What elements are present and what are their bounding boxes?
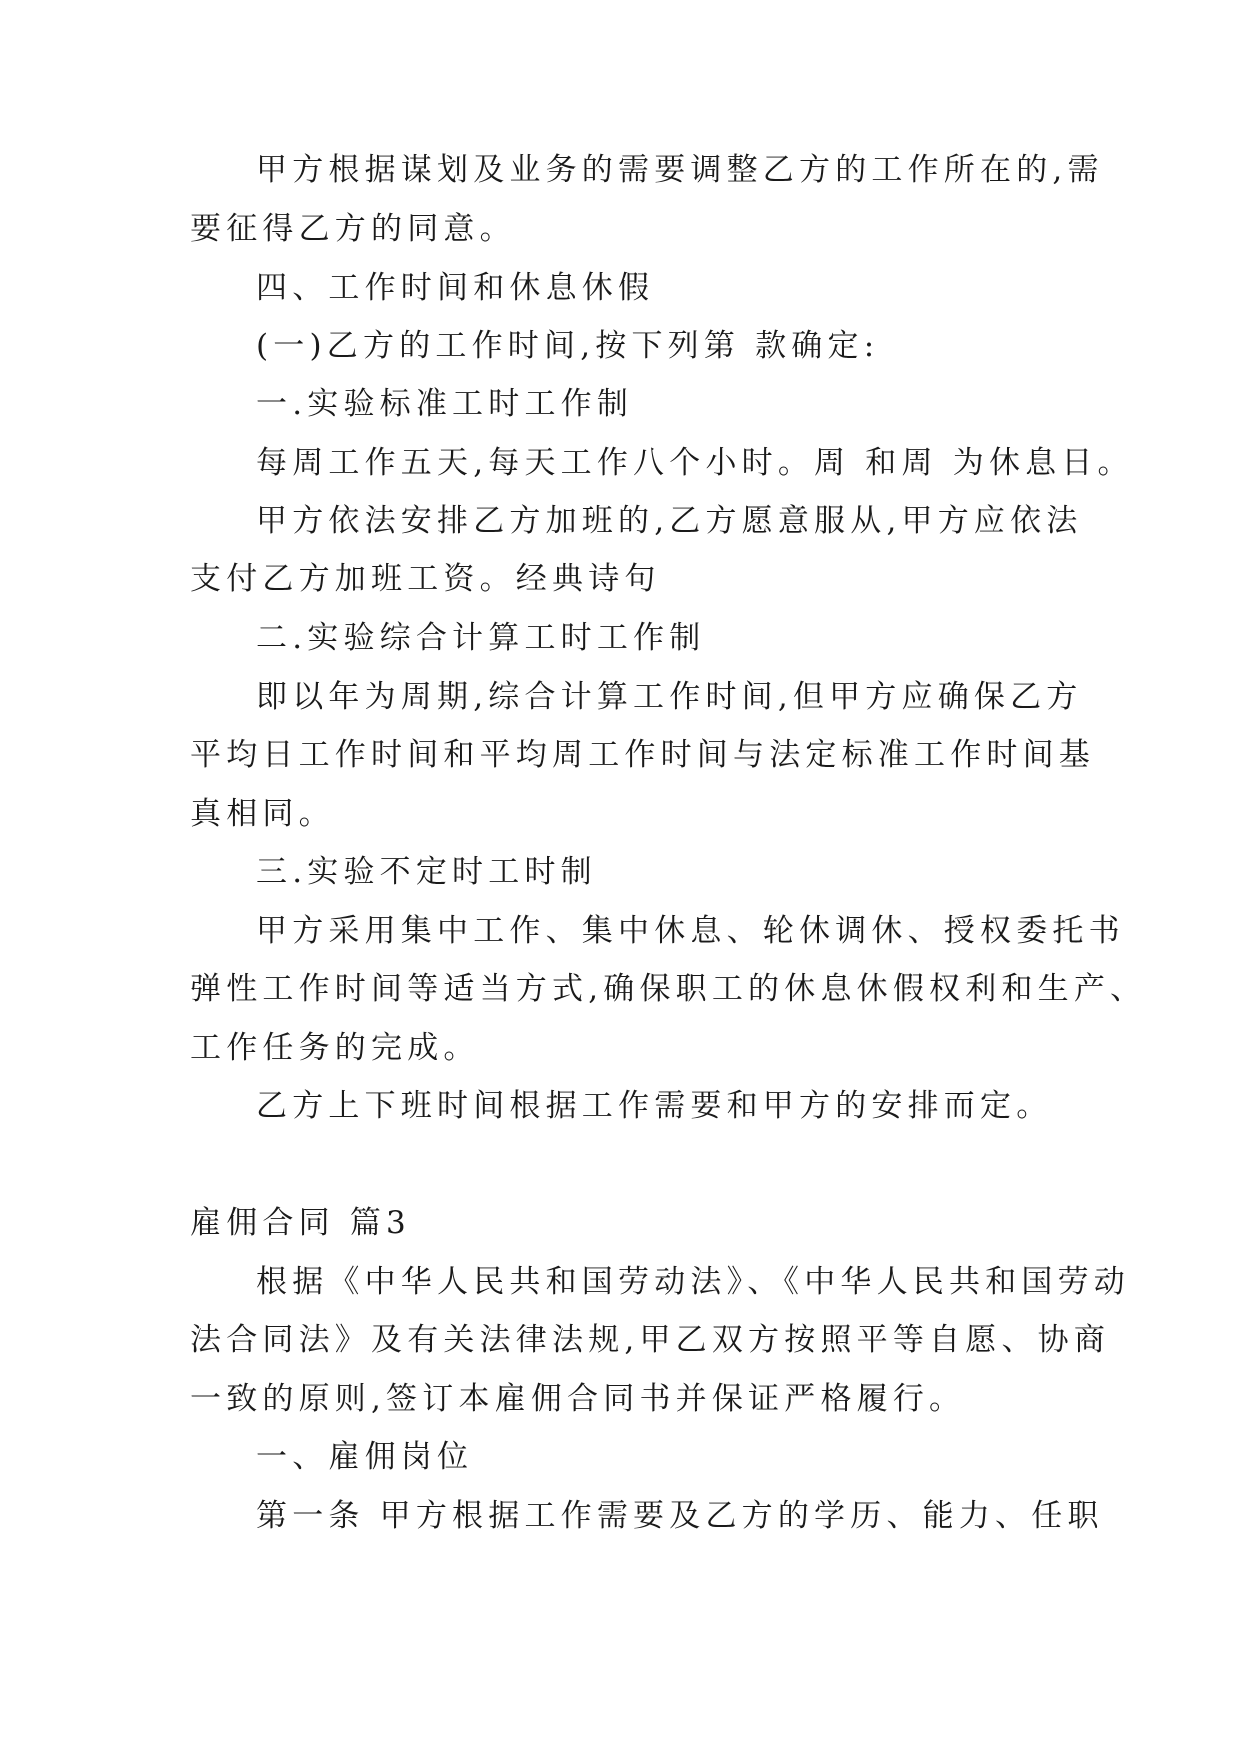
subsection-heading: 一.实验标准工时工作制: [256, 386, 634, 422]
text-line: 支付乙方加班工资。经典诗句: [190, 561, 661, 597]
text-line: 第一条 甲方根据工作需要及乙方的学历、能力、任职: [256, 1498, 1104, 1534]
text-line: 甲方依法安排乙方加班的,乙方愿意服从,甲方应依法: [256, 503, 1083, 539]
text-line: 乙方上下班时间根据工作需要和甲方的安排而定。: [256, 1088, 1053, 1124]
subsection-heading: 二.实验综合计算工时工作制: [256, 620, 706, 656]
section-heading: 一、雇佣岗位: [256, 1439, 474, 1475]
text-line: (一)乙方的工作时间,按下列第 款确定:: [256, 328, 880, 364]
text-line: 真相同。: [190, 796, 335, 832]
section-heading: 四、工作时间和休息休假: [256, 270, 655, 306]
text-line: 工作任务的完成。: [190, 1030, 480, 1066]
text-line: 弹性工作时间等适当方式,确保职工的休息休假权利和生产、: [190, 971, 1147, 1007]
document-title: 雇佣合同 篇3: [190, 1205, 411, 1241]
text-line: 每周工作五天,每天工作八个小时。周 和周 为休息日。: [256, 445, 1134, 481]
text-line: 即以年为周期,综合计算工作时间,但甲方应确保乙方: [256, 679, 1083, 715]
subsection-heading: 三.实验不定时工时制: [256, 854, 597, 890]
text-line: 甲方根据谋划及业务的需要调整乙方的工作所在的,需: [256, 152, 1104, 188]
text-line: 法合同法》及有关法律法规,甲乙双方按照平等自愿、协商: [190, 1322, 1111, 1358]
text-line: 平均日工作时间和平均周工作时间与法定标准工作时间基: [190, 737, 1095, 773]
text-line: 甲方采用集中工作、集中休息、轮休调休、授权委托书: [256, 913, 1125, 949]
text-line: 要征得乙方的同意。: [190, 211, 516, 247]
text-line: 一致的原则,签订本雇佣合同书并保证严格履行。: [190, 1381, 966, 1417]
text-line: 根据《中华人民共和国劳动法》、《中华人民共和国劳动: [256, 1264, 1130, 1300]
